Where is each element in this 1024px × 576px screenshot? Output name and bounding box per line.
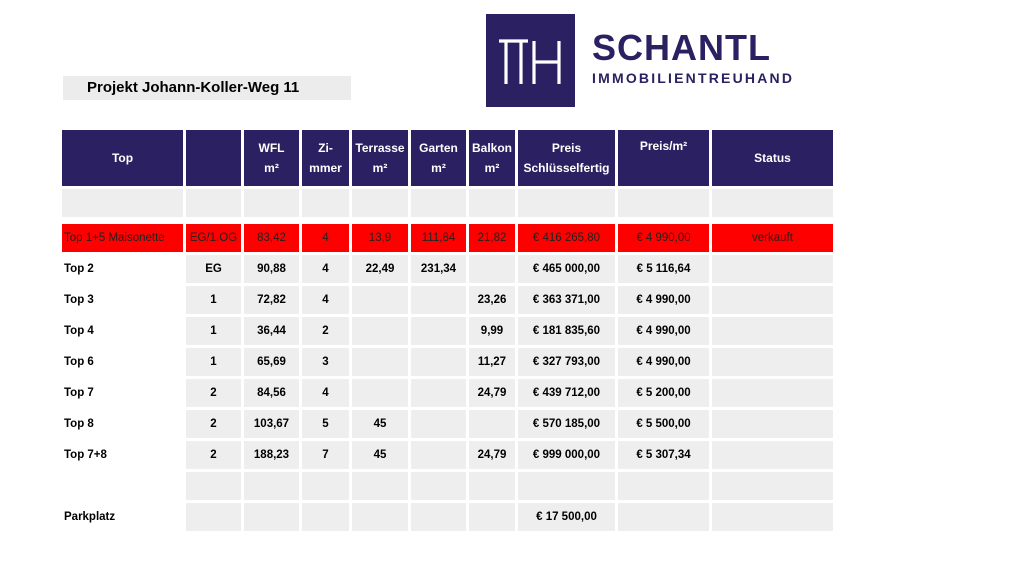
header-top: Top: [62, 130, 183, 186]
cell-preis-m2: € 5 500,00: [618, 410, 709, 438]
cell-garten: [411, 379, 466, 407]
cell-top: Top 3: [62, 286, 183, 314]
cell-status: verkauft: [712, 224, 833, 252]
cell-floor: 2: [186, 379, 241, 407]
cell-top: Top 4: [62, 317, 183, 345]
cell-floor: 1: [186, 348, 241, 376]
cell-floor: EG: [186, 255, 241, 283]
cell-garten: [411, 441, 466, 469]
table-header-row: [62, 130, 833, 186]
cell-preis-m2: € 5 200,00: [618, 379, 709, 407]
cell-balkon: 9,99: [469, 317, 515, 345]
table-row-blank: [62, 472, 833, 503]
cell-status: [712, 317, 833, 345]
cell-balkon: 24,79: [469, 441, 515, 469]
cell-wfl: 36,44: [244, 317, 299, 345]
brand-subtitle: IMMOBILIENTREUHAND: [592, 70, 795, 86]
cell-status: [712, 348, 833, 376]
cell-wfl: 65,69: [244, 348, 299, 376]
cell-floor: EG/1.OG: [186, 224, 241, 252]
cell-floor: 1: [186, 286, 241, 314]
cell-terrasse: [352, 286, 408, 314]
cell-status: [712, 410, 833, 438]
cell-preis-m2: € 4 990,00: [618, 286, 709, 314]
cell-top: Top 7+8: [62, 441, 183, 469]
cell-top: Top 2: [62, 255, 183, 283]
cell-wfl: 103,67: [244, 410, 299, 438]
units-table: [59, 130, 836, 534]
cell-wfl: 72,82: [244, 286, 299, 314]
cell-preis-m2: € 5 116,64: [618, 255, 709, 283]
cell-zimmer: 7: [302, 441, 349, 469]
th-monogram-icon: [486, 14, 575, 107]
cell-preis: € 181 835,60: [518, 317, 615, 345]
table-row: [62, 441, 833, 472]
cell-preis-m2: € 4 990,00: [618, 348, 709, 376]
cell-garten: 231,34: [411, 255, 466, 283]
cell-balkon: 23,26: [469, 286, 515, 314]
table-row: [62, 379, 833, 410]
cell-zimmer: 4: [302, 255, 349, 283]
cell-top: Top 8: [62, 410, 183, 438]
table-row: [62, 348, 833, 379]
project-title: Projekt Johann-Koller-Weg 11: [63, 76, 351, 100]
cell-terrasse: 13,9: [352, 224, 408, 252]
cell-top: Top 6: [62, 348, 183, 376]
cell-floor: 2: [186, 441, 241, 469]
cell-balkon: 11,27: [469, 348, 515, 376]
cell-zimmer: 4: [302, 286, 349, 314]
cell-preis-m2: € 4 990,00: [618, 317, 709, 345]
cell-terrasse: 45: [352, 441, 408, 469]
header-garten: Garten m²: [411, 130, 466, 186]
cell-parking-preis: € 17 500,00: [518, 503, 615, 531]
cell-preis: € 439 712,00: [518, 379, 615, 407]
cell-garten: [411, 410, 466, 438]
header-preis: Preis Schlüsselfertig: [518, 130, 615, 186]
table-row: [62, 224, 833, 255]
cell-garten: [411, 348, 466, 376]
cell-preis: € 465 000,00: [518, 255, 615, 283]
cell-status: [712, 286, 833, 314]
cell-status: [712, 441, 833, 469]
cell-preis-m2: € 5 307,34: [618, 441, 709, 469]
cell-terrasse: [352, 379, 408, 407]
brand-name: SCHANTL: [592, 27, 771, 68]
cell-preis: € 363 371,00: [518, 286, 615, 314]
cell-zimmer: 4: [302, 379, 349, 407]
cell-garten: [411, 286, 466, 314]
cell-terrasse: [352, 317, 408, 345]
header-preis-m2: Preis/m²: [618, 130, 709, 186]
cell-balkon: [469, 255, 515, 283]
cell-floor: 2: [186, 410, 241, 438]
cell-top: Top 1+5 Maisonette: [62, 224, 183, 252]
cell-wfl: 188,23: [244, 441, 299, 469]
cell-zimmer: 3: [302, 348, 349, 376]
cell-balkon: [469, 410, 515, 438]
cell-zimmer: 5: [302, 410, 349, 438]
cell-preis: € 327 793,00: [518, 348, 615, 376]
cell-preis: € 570 185,00: [518, 410, 615, 438]
cell-balkon: 21,82: [469, 224, 515, 252]
cell-preis-m2: € 4 990,00: [618, 224, 709, 252]
cell-status: [712, 379, 833, 407]
cell-zimmer: 2: [302, 317, 349, 345]
cell-wfl: 90,88: [244, 255, 299, 283]
table-row: [62, 286, 833, 317]
cell-terrasse: [352, 348, 408, 376]
header-balkon: Balkon m²: [469, 130, 515, 186]
cell-garten: 111,84: [411, 224, 466, 252]
cell-status: [712, 255, 833, 283]
cell-preis: € 999 000,00: [518, 441, 615, 469]
cell-zimmer: 4: [302, 224, 349, 252]
cell-wfl: 83,42: [244, 224, 299, 252]
cell-terrasse: 22,49: [352, 255, 408, 283]
header-terrasse: Terrasse m²: [352, 130, 408, 186]
cell-preis: € 416 265,80: [518, 224, 615, 252]
header-status: Status: [712, 130, 833, 186]
cell-garten: [411, 317, 466, 345]
brand-logo: [592, 28, 794, 86]
cell-wfl: 84,56: [244, 379, 299, 407]
header-wfl: WFL m²: [244, 130, 299, 186]
table-row: [62, 255, 833, 286]
header-floor: [186, 130, 241, 186]
table-row-blank: [62, 186, 833, 220]
cell-terrasse: 45: [352, 410, 408, 438]
table-row: [62, 317, 833, 348]
cell-top: Top 7: [62, 379, 183, 407]
logo-mark: [486, 14, 575, 107]
header-zimmer: Zi- mmer: [302, 130, 349, 186]
table-row: [62, 410, 833, 441]
cell-parking-label: Parkplatz: [62, 503, 183, 531]
cell-balkon: 24,79: [469, 379, 515, 407]
table-row-parking: [62, 503, 833, 534]
cell-floor: 1: [186, 317, 241, 345]
